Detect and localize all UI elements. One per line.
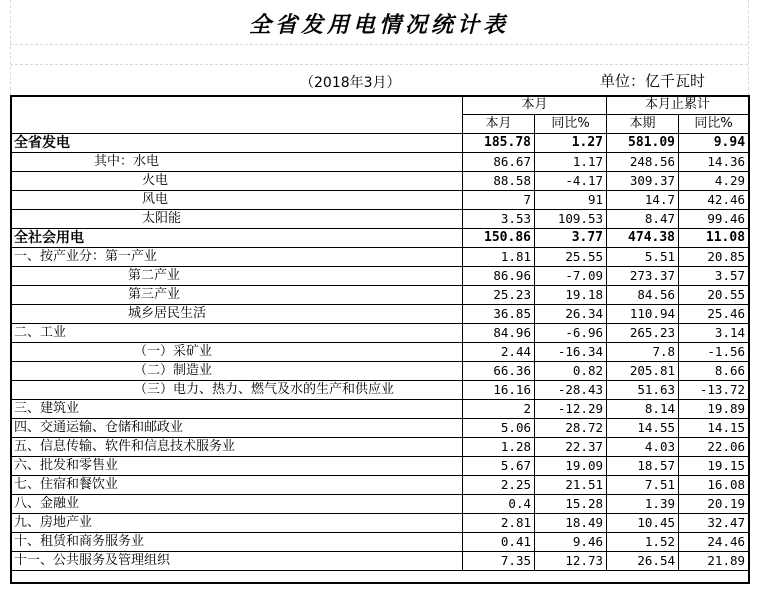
month-value-cell[interactable]: 2 (463, 400, 535, 419)
table-row (11, 400, 749, 419)
period-yoy-cell[interactable]: 24.46 (679, 533, 749, 552)
header-current-month[interactable]: 本月 (463, 96, 607, 115)
period-yoy-cell[interactable]: 25.46 (679, 305, 749, 324)
grid-line (10, 44, 748, 45)
period-yoy-cell[interactable]: 8.66 (679, 362, 749, 381)
period-value-cell[interactable]: 273.37 (607, 267, 679, 286)
month-yoy-cell[interactable]: -28.43 (535, 381, 607, 400)
row-label-cell[interactable]: 九、房地产业 (11, 514, 463, 533)
month-value-cell[interactable]: 2.44 (463, 343, 535, 362)
month-yoy-cell[interactable]: 28.72 (535, 419, 607, 438)
month-yoy-cell[interactable]: 19.18 (535, 286, 607, 305)
period-yoy-cell[interactable]: 32.47 (679, 514, 749, 533)
table-row (11, 476, 749, 495)
month-yoy-cell[interactable]: 19.09 (535, 457, 607, 476)
row-label-cell[interactable]: （二）制造业 (11, 362, 463, 381)
period-yoy-cell[interactable]: 3.57 (679, 267, 749, 286)
header-period-yoy[interactable]: 同比% (679, 115, 749, 134)
header-blank-cell[interactable] (11, 96, 463, 134)
row-label-cell[interactable]: （三）电力、热力、燃气及水的生产和供应业 (11, 381, 463, 400)
month-yoy-cell[interactable]: -16.34 (535, 343, 607, 362)
month-value-cell[interactable]: 66.36 (463, 362, 535, 381)
period-yoy-cell[interactable]: 3.14 (679, 324, 749, 343)
report-title: 全省发用电情况统计表 (248, 12, 509, 38)
row-label-cell[interactable]: 四、交通运输、仓储和邮政业 (11, 419, 463, 438)
period-yoy-cell[interactable]: 14.15 (679, 419, 749, 438)
row-label-cell[interactable]: （一）采矿业 (11, 343, 463, 362)
month-value-cell[interactable]: 2.25 (463, 476, 535, 495)
period-value-cell[interactable]: 110.94 (607, 305, 679, 324)
period-value-cell[interactable]: 26.54 (607, 552, 679, 571)
month-value-cell[interactable]: 84.96 (463, 324, 535, 343)
period-yoy-cell[interactable]: 20.55 (679, 286, 749, 305)
month-yoy-cell[interactable]: -7.09 (535, 267, 607, 286)
month-yoy-cell[interactable]: -12.29 (535, 400, 607, 419)
row-label-cell[interactable]: 十一、公共服务及管理组织 (11, 552, 463, 571)
row-label-cell[interactable]: 十、租赁和商务服务业 (11, 533, 463, 552)
table-row (11, 229, 749, 248)
table-body (11, 134, 749, 571)
month-yoy-cell[interactable]: 25.55 (535, 248, 607, 267)
table-row (11, 286, 749, 305)
period-yoy-cell[interactable]: 4.29 (679, 172, 749, 191)
period-value-cell[interactable]: 4.03 (607, 438, 679, 457)
table-row (11, 134, 749, 153)
table-row (11, 457, 749, 476)
table-row (11, 533, 749, 552)
header-month-value[interactable]: 本月 (463, 115, 535, 134)
month-value-cell[interactable]: 25.23 (463, 286, 535, 305)
period-value-cell[interactable]: 265.23 (607, 324, 679, 343)
period-yoy-cell[interactable]: 19.89 (679, 400, 749, 419)
month-value-cell[interactable]: 86.67 (463, 153, 535, 172)
month-yoy-cell[interactable]: 9.46 (535, 533, 607, 552)
period-value-cell[interactable]: 14.55 (607, 419, 679, 438)
row-label-cell[interactable]: 太阳能 (11, 210, 463, 229)
month-value-cell[interactable]: 16.16 (463, 381, 535, 400)
period-yoy-cell[interactable]: 20.85 (679, 248, 749, 267)
grid-line (748, 0, 749, 95)
table-row (11, 210, 749, 229)
month-value-cell[interactable]: 0.4 (463, 495, 535, 514)
row-label-cell[interactable]: 其中：水电 (11, 153, 463, 172)
period-value-cell[interactable]: 474.38 (607, 229, 679, 248)
month-yoy-cell[interactable]: -6.96 (535, 324, 607, 343)
row-label-cell[interactable]: 全省发电 (11, 134, 463, 153)
row-label-cell[interactable]: 三、建筑业 (11, 400, 463, 419)
table-row (11, 495, 749, 514)
row-label-cell[interactable]: 第二产业 (11, 267, 463, 286)
period-value-cell[interactable]: 8.14 (607, 400, 679, 419)
period-yoy-cell[interactable]: 20.19 (679, 495, 749, 514)
table-row (11, 305, 749, 324)
month-yoy-cell[interactable]: 12.73 (535, 552, 607, 571)
header-month-yoy[interactable]: 同比% (535, 115, 607, 134)
month-yoy-cell[interactable]: 1.27 (535, 134, 607, 153)
row-label-cell[interactable]: 火电 (11, 172, 463, 191)
period-value-cell[interactable]: 7.51 (607, 476, 679, 495)
month-value-cell[interactable]: 5.67 (463, 457, 535, 476)
period-yoy-cell[interactable]: 16.08 (679, 476, 749, 495)
row-label-cell[interactable]: 全社会用电 (11, 229, 463, 248)
period-value-cell[interactable]: 14.7 (607, 191, 679, 210)
period-yoy-cell[interactable]: 22.06 (679, 438, 749, 457)
period-yoy-cell[interactable]: 14.36 (679, 153, 749, 172)
row-label-cell[interactable]: 五、信息传输、软件和信息技术服务业 (11, 438, 463, 457)
period-yoy-cell[interactable]: 21.89 (679, 552, 749, 571)
table-row (11, 267, 749, 286)
period-value-cell[interactable]: 51.63 (607, 381, 679, 400)
month-yoy-cell[interactable]: -4.17 (535, 172, 607, 191)
month-value-cell[interactable]: 36.85 (463, 305, 535, 324)
period-value-cell[interactable]: 248.56 (607, 153, 679, 172)
period-value-cell[interactable]: 581.09 (607, 134, 679, 153)
period-value-cell[interactable]: 8.47 (607, 210, 679, 229)
month-yoy-cell[interactable]: 0.82 (535, 362, 607, 381)
row-label-cell[interactable]: 二、工业 (11, 324, 463, 343)
grid-line (10, 64, 748, 65)
period-value-cell[interactable]: 84.56 (607, 286, 679, 305)
table-row (11, 381, 749, 400)
month-value-cell[interactable]: 88.58 (463, 172, 535, 191)
table-row (11, 419, 749, 438)
row-label-cell[interactable]: 七、住宿和餐饮业 (11, 476, 463, 495)
month-value-cell[interactable]: 86.96 (463, 267, 535, 286)
period-yoy-cell[interactable]: 9.94 (679, 134, 749, 153)
table-row (11, 514, 749, 533)
month-value-cell[interactable]: 2.81 (463, 514, 535, 533)
period-yoy-cell[interactable]: 42.46 (679, 191, 749, 210)
period-yoy-cell[interactable]: 11.08 (679, 229, 749, 248)
table-row (11, 191, 749, 210)
month-value-cell[interactable]: 185.78 (463, 134, 535, 153)
month-yoy-cell[interactable]: 18.49 (535, 514, 607, 533)
row-label-cell[interactable]: 八、金融业 (11, 495, 463, 514)
header-period-value[interactable]: 本期 (607, 115, 679, 134)
table-row (11, 248, 749, 267)
table-row (11, 172, 749, 191)
month-value-cell[interactable]: 3.53 (463, 210, 535, 229)
month-value-cell[interactable]: 1.81 (463, 248, 535, 267)
month-value-cell[interactable]: 7 (463, 191, 535, 210)
period-value-cell[interactable]: 1.39 (607, 495, 679, 514)
month-yoy-cell[interactable]: 1.17 (535, 153, 607, 172)
period-value-cell[interactable]: 5.51 (607, 248, 679, 267)
month-value-cell[interactable]: 0.41 (463, 533, 535, 552)
statistics-table (10, 95, 749, 571)
period-yoy-cell[interactable]: 99.46 (679, 210, 749, 229)
row-label-cell[interactable]: 六、批发和零售业 (11, 457, 463, 476)
table-row (11, 324, 749, 343)
header-cumulative[interactable]: 本月止累计 (607, 96, 749, 115)
report-unit: 单位：亿千瓦时 (600, 72, 706, 90)
month-value-cell[interactable]: 150.86 (463, 229, 535, 248)
period-yoy-cell[interactable]: -13.72 (679, 381, 749, 400)
month-yoy-cell[interactable]: 21.51 (535, 476, 607, 495)
table-row (11, 362, 749, 381)
month-value-cell[interactable]: 7.35 (463, 552, 535, 571)
table-row (11, 438, 749, 457)
period-value-cell[interactable]: 18.57 (607, 457, 679, 476)
period-value-cell[interactable]: 1.52 (607, 533, 679, 552)
table-row (11, 343, 749, 362)
month-yoy-cell[interactable]: 26.34 (535, 305, 607, 324)
month-yoy-cell[interactable]: 22.37 (535, 438, 607, 457)
month-yoy-cell[interactable]: 109.53 (535, 210, 607, 229)
table-row (11, 552, 749, 571)
month-yoy-cell[interactable]: 3.77 (535, 229, 607, 248)
period-value-cell[interactable]: 7.8 (607, 343, 679, 362)
row-label-cell[interactable]: 一、按产业分：第一产业 (11, 248, 463, 267)
period-yoy-cell[interactable]: 19.15 (679, 457, 749, 476)
row-label-cell[interactable]: 第三产业 (11, 286, 463, 305)
row-label-cell[interactable]: 城乡居民生活 (11, 305, 463, 324)
month-value-cell[interactable]: 1.28 (463, 438, 535, 457)
month-yoy-cell[interactable]: 15.28 (535, 495, 607, 514)
period-value-cell[interactable]: 205.81 (607, 362, 679, 381)
period-value-cell[interactable]: 10.45 (607, 514, 679, 533)
row-label-cell[interactable]: 风电 (11, 191, 463, 210)
period-yoy-cell[interactable]: -1.56 (679, 343, 749, 362)
table-row (11, 153, 749, 172)
report-period: （2018年3月） (300, 75, 401, 91)
month-yoy-cell[interactable]: 91 (535, 191, 607, 210)
period-value-cell[interactable]: 309.37 (607, 172, 679, 191)
month-value-cell[interactable]: 5.06 (463, 419, 535, 438)
